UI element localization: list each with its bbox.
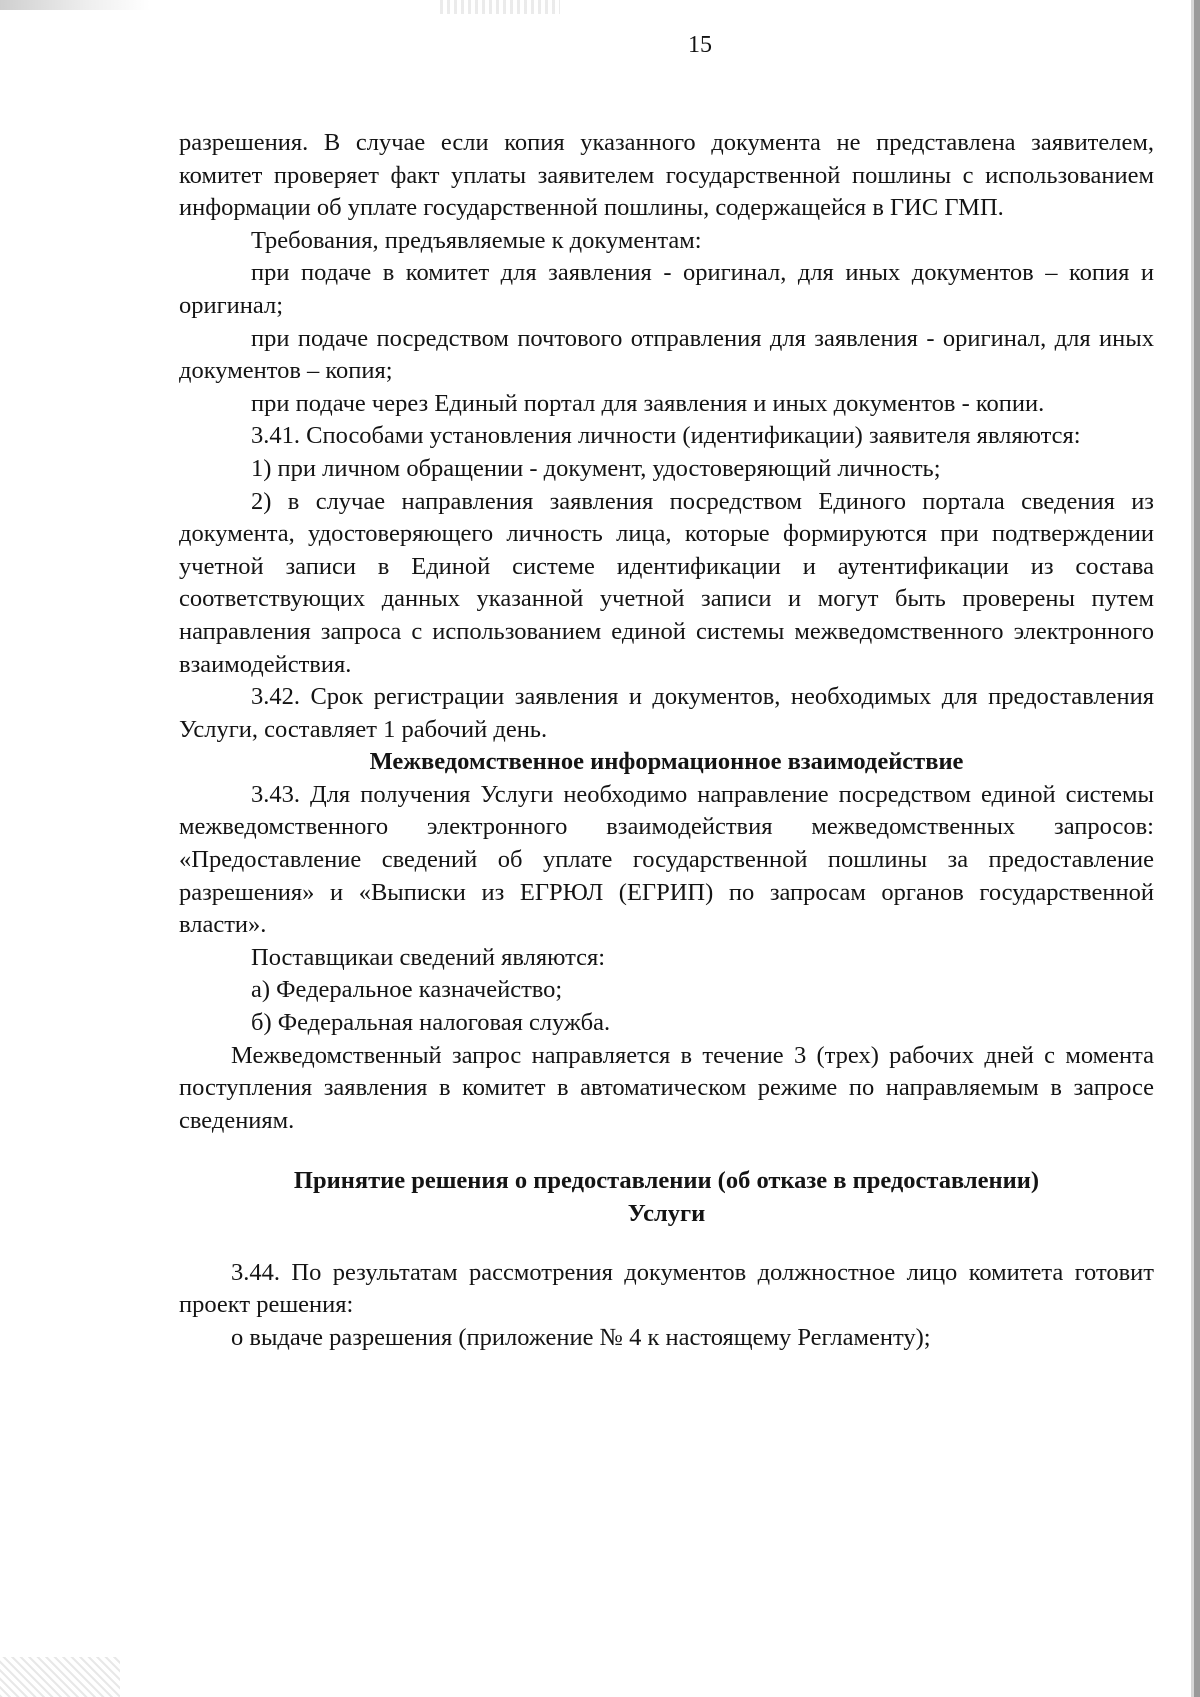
paragraph-by-mail: при подаче посредством почтового отправления для заявления - оригинал, для иных документов – копия; bbox=[179, 324, 1154, 385]
section-heading-decision-line-1: Принятие решения о предоставлении (об отказе в предоставлении) bbox=[293, 1167, 1040, 1195]
scan-noise-top-left bbox=[0, 0, 150, 10]
scan-edge bbox=[1194, 0, 1200, 1697]
document-body bbox=[179, 127, 1154, 1354]
paragraph-via-portal: при подаче через Единый портал для заявления и иных документов - копии. bbox=[251, 389, 1045, 417]
page-number: 15 bbox=[688, 32, 712, 58]
scan-noise-top bbox=[440, 0, 560, 14]
paragraph-issue-permit: о выдаче разрешения (приложение № 4 к настоящему Регламенту); bbox=[231, 1323, 931, 1351]
paragraph-requirements: Требования, предъявляемые к документам: bbox=[251, 226, 702, 254]
paragraph-3-41-item-1: 1) при личном обращении - документ, удостоверяющий личность; bbox=[251, 454, 941, 482]
paragraph-request-timing: Межведомственный запрос направляется в течение 3 (трех) рабочих дней с момента поступления заявления в комитет в автоматическом режиме по направляемым в запросе сведениям. bbox=[179, 1041, 1154, 1134]
paragraph-suppliers: Поставщикаи сведений являются: bbox=[251, 943, 606, 971]
section-heading-decision bbox=[179, 1165, 1154, 1230]
paragraph-3-41-item-2: 2) в случае направления заявления посредством Единого портала сведения из документа, удостоверяющего личность лица, которые формируются при подтверждении учетной записи в Единой системе идентификации и аутентификации из состава соответствующих данных указанной учетной записи и могут быть проверены путем направления запроса с использованием единой системы межведомственного электронного взаимодействия. bbox=[179, 487, 1154, 678]
paragraph-3-42: 3.42. Срок регистрации заявления и документов, необходимых для предоставления Услуги, составляет 1 рабочий день. bbox=[179, 683, 1154, 743]
paragraph-3-43: 3.43. Для получения Услуги необходимо направление посредством единой системы межведомственного электронного взаимодействия межведомственных запросов: «Предоставление сведений об уплате государственной пошлины за предоставление разрешения» и «Выписки из ЕГРЮЛ (ЕГРИП) по запросам органов государственной власти». bbox=[179, 780, 1154, 939]
paragraph-supplier-b: б) Федеральная налоговая служба. bbox=[251, 1009, 611, 1037]
section-heading-decision-line-2: Услуги bbox=[627, 1200, 706, 1227]
section-heading-interagency: Межведомственное информационное взаимодействие bbox=[369, 748, 964, 776]
paragraph-supplier-a: а) Федеральное казначейство; bbox=[251, 976, 563, 1004]
paragraph-in-person: при подаче в комитет для заявления - оригинал, для иных документов – копия и оригинал; bbox=[179, 259, 1154, 319]
paragraph-continuation: разрешения. В случае если копия указанного документа не представлена заявителем, комитет проверяет факт уплаты заявителем государственной пошлины с использованием информации об уплате государственной пошлины, содержащейся в ГИС ГМП. bbox=[179, 129, 1154, 222]
scan-noise-bottom-left bbox=[0, 1657, 120, 1697]
paragraph-3-44: 3.44. По результатам рассмотрения документов должностное лицо комитета готовит проект решения: bbox=[179, 1258, 1154, 1319]
paragraph-3-41: 3.41. Способами установления личности (идентификации) заявителя являются: bbox=[251, 422, 1081, 450]
